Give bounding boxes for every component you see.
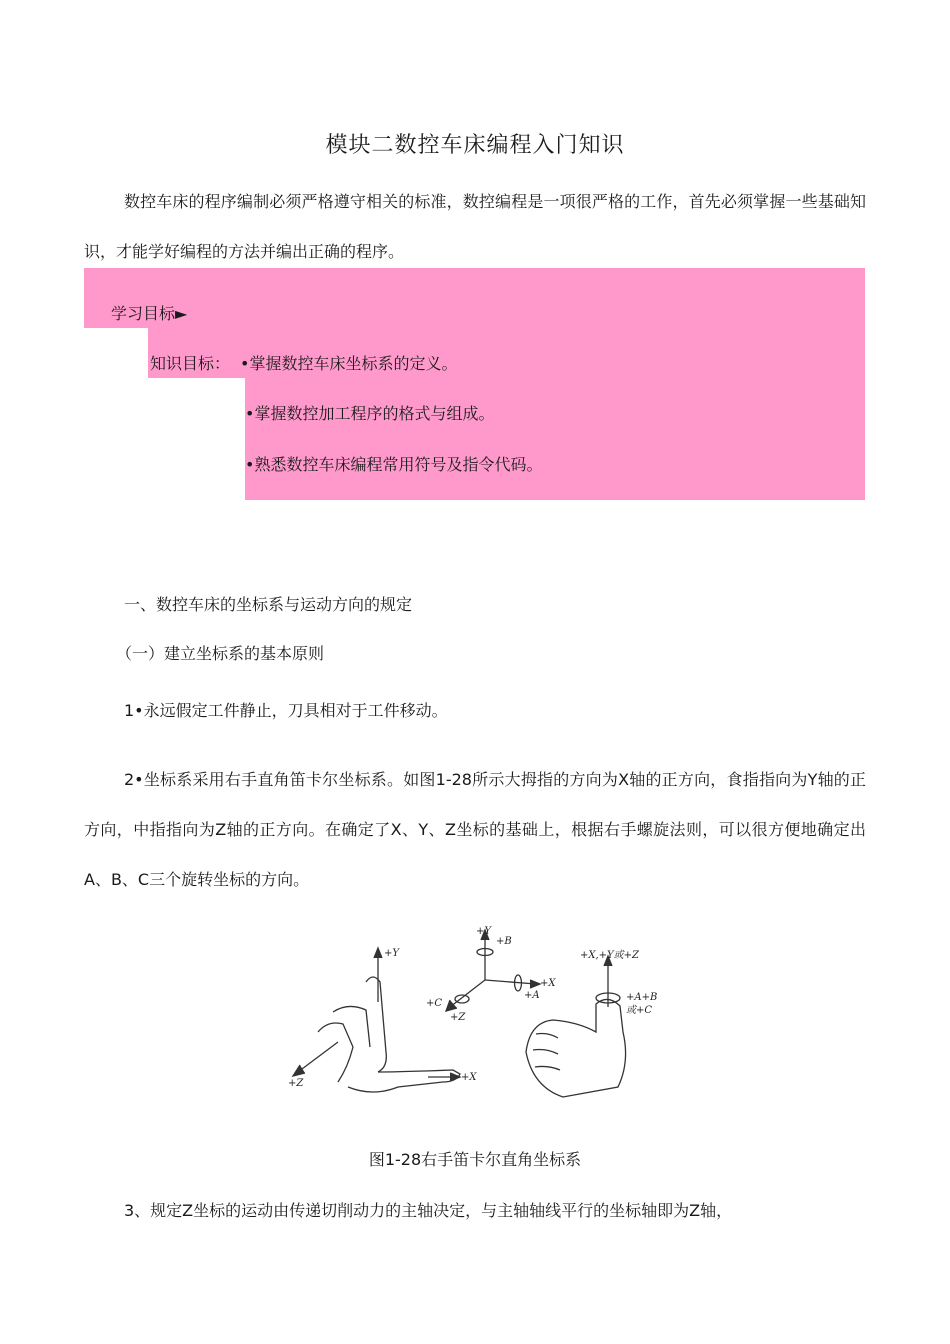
goals-band-bottom [245,378,865,500]
goals-band-top [84,268,865,328]
goal-item: •掌握数控加工程序的格式与组成。 [245,404,495,423]
center-c-label: +C [426,998,443,1009]
rule-2: 2•坐标系采用右手直角笛卡尔坐标系。如图1-28所示大拇指的方向为X轴的正方向，食指指向为Y轴的正方向，中指指向为Z轴的正方向。在确定了X、Y、Z坐标的基础上，根据右手螺旋法则，可以很方便地确定出A、B、C三个旋转坐标的方向。 [84,770,866,889]
center-y-label: +Y [476,926,491,937]
subsection-heading: （一）建立坐标系的基本原则 [116,644,325,663]
left-hand-drawing [293,948,460,1092]
left-z-label: +Z [288,1078,304,1089]
rule-3: 3、规定Z坐标的运动由传递切削动力的主轴决定，与主轴轴线平行的坐标轴即为Z轴， [124,1201,733,1220]
section-heading: 一、数控车床的坐标系与运动方向的规定 [124,595,413,614]
intro-paragraph: 数控车床的程序编制必须严格遵守相关的标准，数控编程是一项很严格的工作，首先必须掌握一些基础知识，才能学好编程的方法并编出正确的程序。 [84,192,866,261]
center-x-label: +X [540,978,556,989]
goal-item: •掌握数控车床坐标系的定义。 [240,354,458,373]
goals-heading: 学习目标► [111,304,188,323]
left-x-label: +X [461,1072,477,1083]
right-ab-label: +A+B [626,992,658,1003]
center-a-label: +A [524,990,540,1001]
goal-item: •熟悉数控车床编程常用符号及指令代码。 [245,455,543,474]
right-c-label: 或+C [626,1005,653,1016]
rule-1: 1•永远假定工件静止，刀具相对于工件移动。 [124,701,448,720]
center-z-label: +Z [450,1012,466,1023]
right-hand-coordinate-figure [278,922,673,1127]
left-y-label: +Y [384,948,399,959]
center-b-label: +B [496,936,512,947]
knowledge-goal-label: 知识目标： [150,354,231,373]
figure-caption: 图1-28右手笛卡尔直角坐标系 [368,1150,582,1169]
page-title: 模块二数控车床编程入门知识 [325,133,625,158]
right-top-label: +X,+Y或+Z [580,950,639,961]
